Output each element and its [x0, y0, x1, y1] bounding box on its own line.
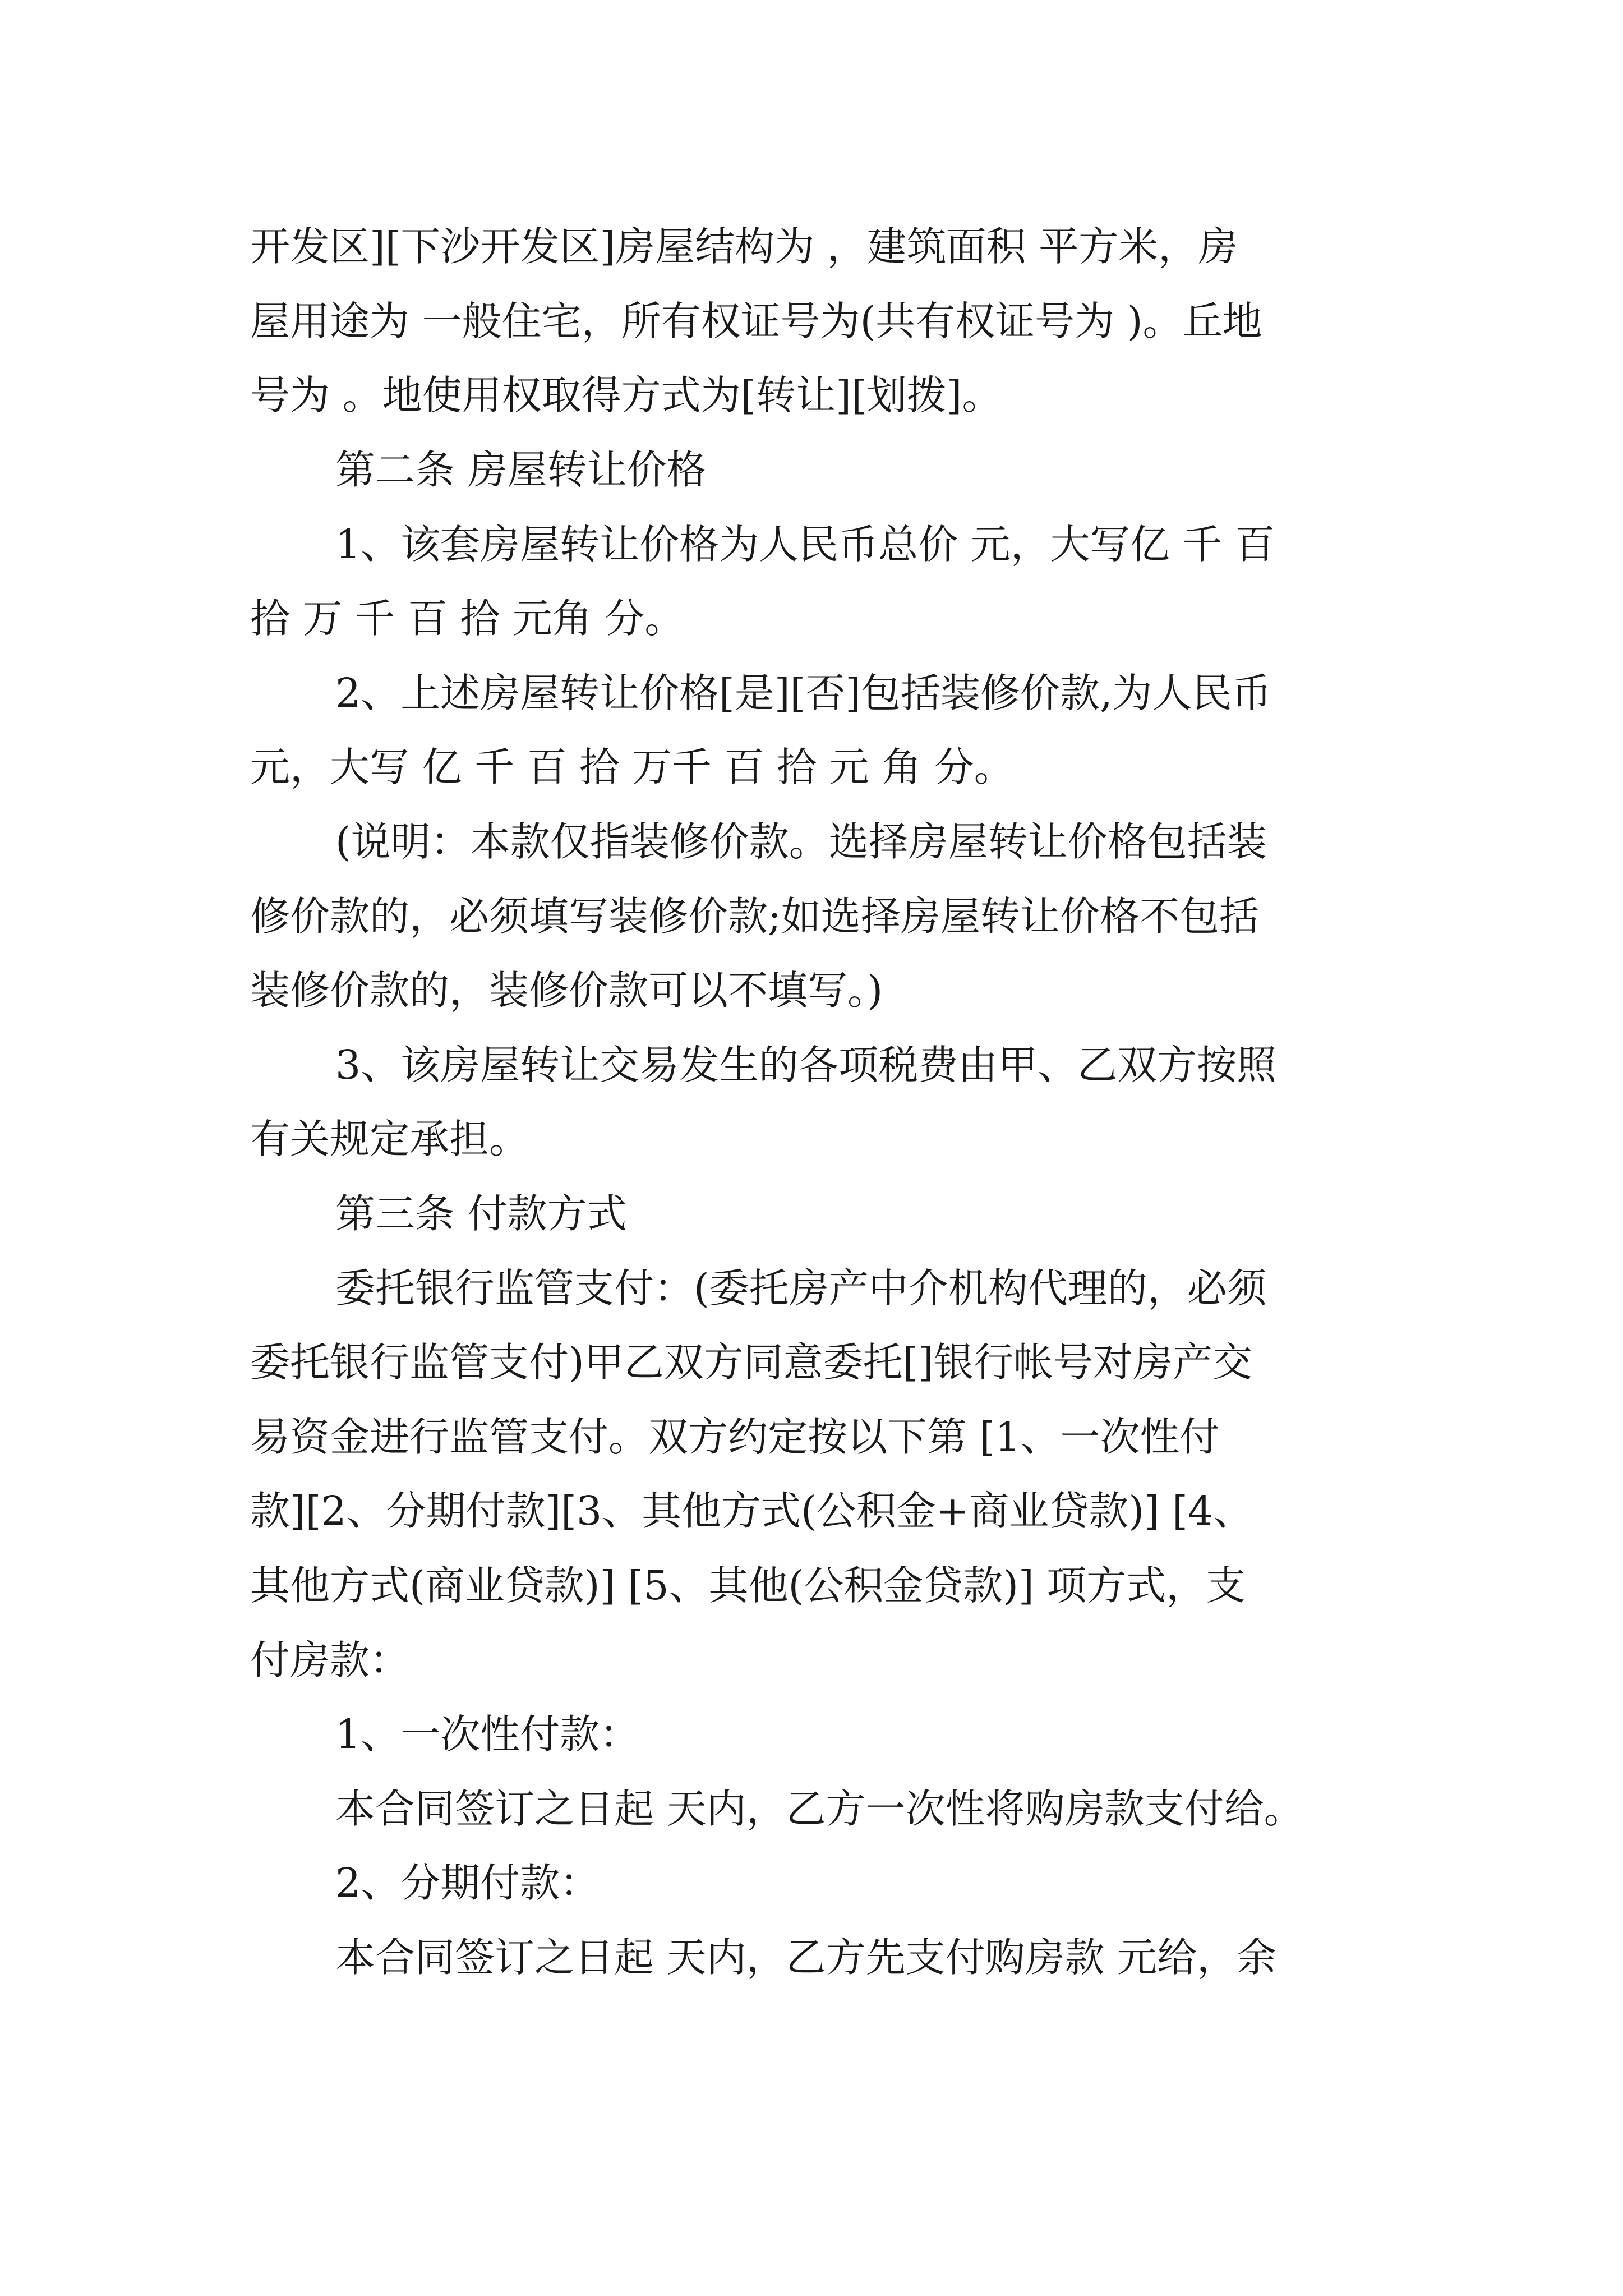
- text-line: 屋用途为 一般住宅，所有权证号为(共有权证号为 )。丘地: [250, 298, 1262, 344]
- text-line: 号为 。地使用权取得方式为[转让][划拨]。: [250, 372, 1002, 418]
- text-line: 1、一次性付款：: [335, 1711, 640, 1757]
- text-line: 修价款的，必须填写装修价款;如选择房屋转让价格不包括: [250, 893, 1259, 940]
- text-line: 款][2、分期付款][3、其他方式(公积金+商业贷款)] [4、: [250, 1488, 1253, 1534]
- text-line: 拾 万 千 百 拾 元角 分。: [250, 595, 685, 642]
- text-line: 其他方式(商业贷款)] [5、其他(公积金贷款)] 项方式，支: [250, 1562, 1246, 1609]
- text-line: 2、上述房屋转让价格[是][否]包括装修价款,为人民币: [335, 670, 1272, 716]
- text-line: 3、该房屋转让交易发生的各项税费由甲、乙双方按照: [335, 1042, 1277, 1088]
- text-line: 委托银行监管支付)甲乙双方同意委托[]银行帐号对房产交: [250, 1339, 1253, 1386]
- text-line: 开发区][下沙开发区]房屋结构为 ，建筑面积 平方米，房: [250, 223, 1238, 270]
- text-line: 委托银行监管支付：(委托房产中介机构代理的，必须: [335, 1265, 1267, 1312]
- section-heading: 第三条 付款方式: [335, 1190, 627, 1237]
- text-line: 易资金进行监管支付。双方约定按以下第 [1、一次性付: [250, 1414, 1220, 1460]
- text-line: 本合同签订之日起 天内，乙方一次性将购房款支付给。: [335, 1786, 1304, 1832]
- text-line: 有关规定承担。: [250, 1116, 529, 1162]
- text-line: 1、该套房屋转让价格为人民币总价 元，大写亿 千 百: [335, 521, 1275, 568]
- text-line: 元，大写 亿 千 百 拾 万千 百 拾 元 角 分。: [250, 744, 1014, 790]
- text-line: 2、分期付款：: [335, 1860, 600, 1906]
- section-heading: 第二条 房屋转让价格: [335, 447, 707, 493]
- text-line: 本合同签订之日起 天内，乙方先支付购房款 元给，余: [335, 1934, 1277, 1981]
- text-line: (说明：本款仅指装修价款。选择房屋转让价格包括装: [335, 818, 1267, 865]
- text-line: 付房款：: [250, 1637, 410, 1683]
- text-line: 装修价款的，装修价款可以不填写。): [250, 967, 883, 1014]
